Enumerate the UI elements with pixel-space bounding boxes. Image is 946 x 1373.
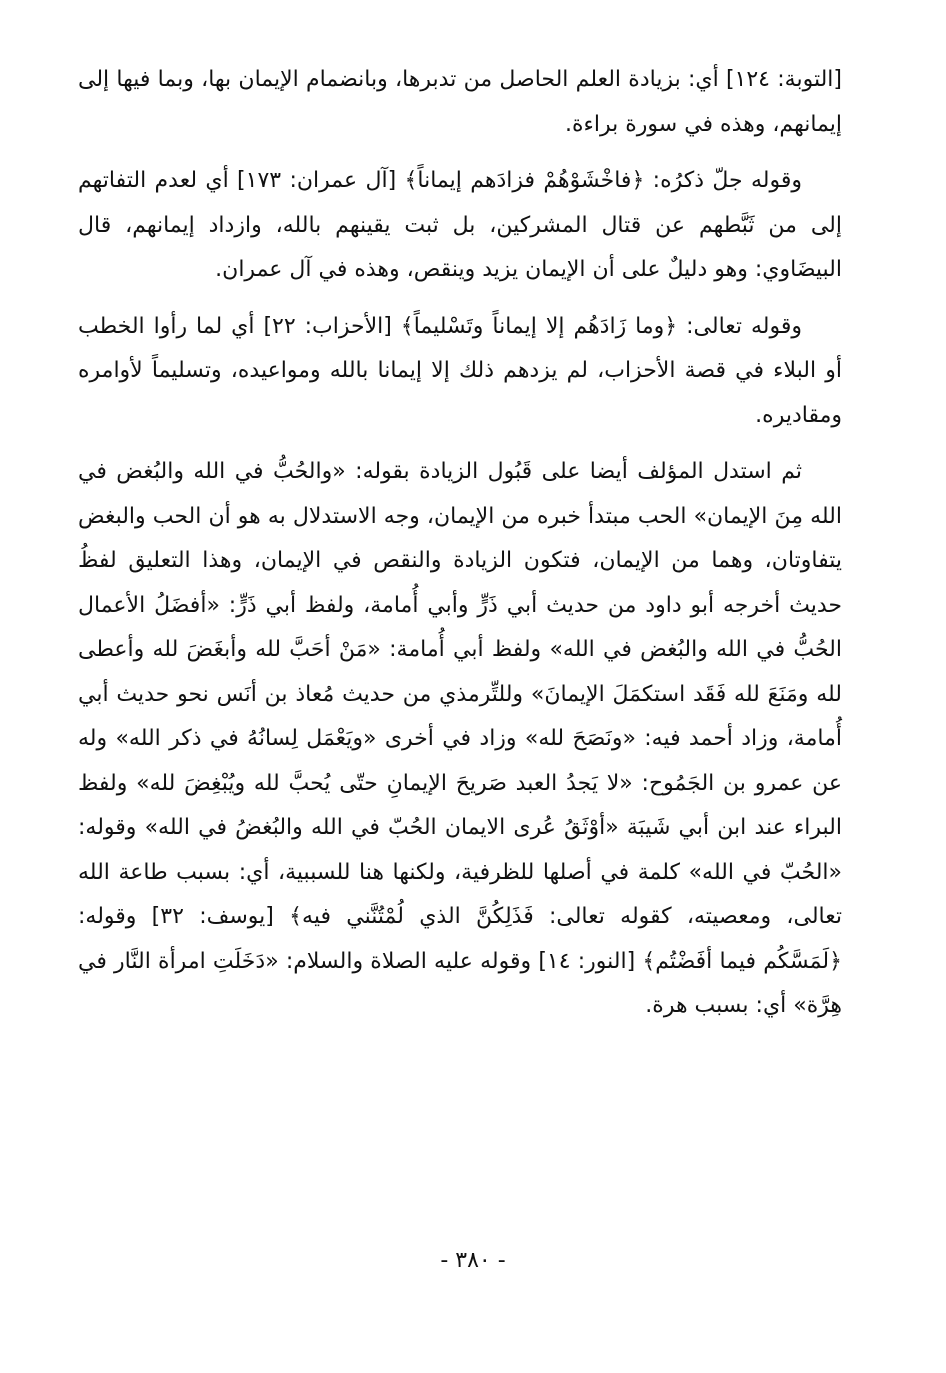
page-number: - ٣٨٠ -	[440, 1248, 506, 1273]
paragraph-4: ثم استدل المؤلف أيضا على قَبُول الزيادة بقوله: «والحُبُّ في الله والبُغض في الله مِنَ الإيمان» الحب مبتدأ خبره من الإيمان، وجه الاستدلال به هو أن الحب والبغض يتفاوتان، وهما من الإيمان، فتكون الزيادة والنقص في الإيمان، وهذا التعليق لفظُ حديث أخرجه أبو داود من حديث أبي ذَرٍّ وأبي أُمامة، ولفظ أبي ذَرٍّ: «أفضَلُ الأعمال الحُبُّ في الله والبُغض في الله» ولفظ أبي أُمامة: «مَنْ أحَبَّ لله وأبغَضَ لله وأعطى لله ومَنَعَ لله فَقَد استكمَلَ الإيمانَ» وللتِّرمذي من حديث مُعاذ بن أنَس نحو حديث أبي أُمامة، وزاد أحمد فيه: «ونَصَحَ لله» وزاد في أخرى «ويَعْمَل لِسانُهُ في ذكر الله» وله عن عمرو بن الجَمُوح: «لا يَجدُ العبد صَريحَ الإيمانِ حتّى يُحبَّ لله ويُبْغِضَ لله» ولفظ البراء عند ابن أبي شَيبَة «أوْثَقُ عُرى الايمان الحُبّ في الله والبُغضُ في الله» وقوله: «الحُبّ في الله» كلمة في أصلها للظرفية، ولكنها هنا للسببية، أي: بسبب طاعة الله تعالى، ومعصيته، كقوله تعالى: فَذَلِكُنَّ الذي لُمْتُنَّني فيه﴾ [يوسف: ٣٢] وقوله: ﴿لَمَسَّكُم فيما أفَضْتُم﴾ [النور: ١٤] وقوله عليه الصلاة والسلام: «دَخَلَتِ امرأة النَّار في هِرَّة» أي: بسبب هرة.	[78, 459, 842, 1018]
paragraph-3: وقوله تعالى: ﴿وما زَادَهُم إلا إيماناً وتَسْليماً﴾ [الأحزاب: ٢٢] أي لما رأوا الخطب أو البلاء في قصة الأحزاب، لم يزدهم ذلك إلا إيمانا بالله ومواعيده، وتسليماً لأوامره ومقاديره.	[78, 313, 842, 428]
paragraph-2: وقوله جلّ ذكرُه: ﴿فاخْشَوْهُمْ فزادَهم إيماناً﴾ [آل عمران: ١٧٣] أي لعدم التفاتهم إلى من ثَبَّطهم عن قتال المشركين، بل ثبت يقينهم بالله، وازداد إيمانهم، قال البيضَاوي: وهو دليلٌ على أن الإيمان يزيد وينقص، وهذه في آل عمران.	[78, 168, 842, 282]
paragraph-1: [التوبة: ١٢٤] أي: بزيادة العلم الحاصل من تدبرها، وبانضمام الإيمان بها، وبما فيها إلى إيمانهم، وهذه في سورة براءة.	[78, 67, 842, 137]
page-text	[78, 58, 842, 1039]
